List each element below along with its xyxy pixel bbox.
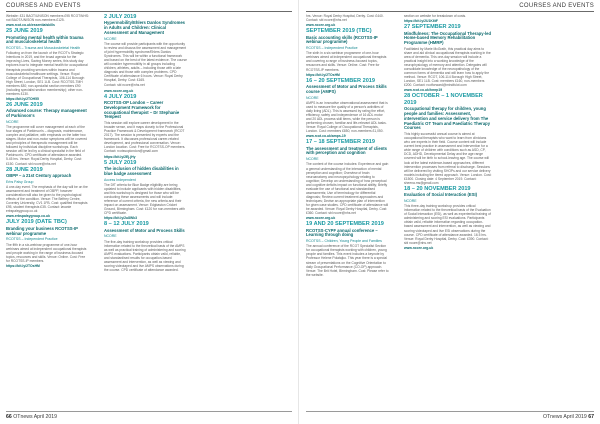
event-entry (306, 221, 389, 277)
publication-name-right: OTnews April 2019 (542, 414, 587, 420)
header-rule-left (6, 11, 292, 12)
column-1 (6, 14, 89, 406)
event-organiser: RCOTSS – Trauma and Musculoskeletal Health (6, 46, 81, 51)
column-4 (404, 14, 492, 406)
event-entry (104, 160, 187, 221)
event-link[interactable]: www.rcot.co.uk/amps-19 (306, 134, 346, 139)
event-date: 25 JUNE 2019 (6, 28, 43, 35)
event-description: A one-day event. The emphasis of the day will be on the assessment and treatment of OBPP, however consideration will also be given to the psychological effects of the condition. Venue: The Belfrey Centre, Coventry University, CV1 1FB. Cost: qualified therapists £95, student therapists £35. Contact: lavanie erbspalsygroup.co.uk (6, 184, 88, 214)
event-date: 19 AND 20 SEPTEMBER 2019 (306, 221, 384, 228)
event-entry (404, 93, 492, 184)
event-link[interactable]: https://bit.ly/2TOH55 (6, 96, 39, 101)
event-date: SEPTEMBER 2019 (TBC) (306, 28, 372, 35)
event-description: The sixth in a six-webinar programme of one-hour webinars aimed at independent occupational therapists and covering a range of business-focused topics, resources and skills. Venue: Online. Cost: Free for RCOTSS-IP members. (306, 51, 387, 72)
event-title: The assessment and treatment of clients with perception and cognition (306, 145, 387, 156)
event-title: The inclusion of hidden disabilities in blue badge assessment (104, 165, 179, 176)
event-date: JULY 2019 (DATE TBC) (6, 219, 67, 226)
page-number-right: 67 (588, 414, 594, 420)
event-contact: Contact: sbl ncore@nhs.net (104, 83, 145, 88)
event-organiser: RCOTSS – Children, Young People and Families (306, 239, 382, 244)
event-title: Hypermobility/Ehlers Danlos Syndromes in Adults and Children: Clinical Assessment and Management (104, 20, 185, 35)
event-description: This session will explore career development in the broader sense, and it maps closely to the Professional Practice Framework & Development framework (RCOT 2017). The session is presented by experts and the framework. It discusses professional career-related development, and professional conversation. Venue: London location. Cost: Free for RCOTSS-OP members. Contact: rcotssoplondon@gmail.com (104, 121, 186, 154)
event-entry (404, 24, 492, 92)
event-date: 18 – 20 NOVEMBER 2019 (404, 185, 471, 192)
event-organiser: NCORE (306, 95, 319, 100)
event-entry (306, 139, 389, 220)
column-2 (104, 14, 187, 406)
event-entry (306, 28, 389, 76)
event-title: OBPP – a 21st Century approach (6, 172, 72, 178)
event-organiser: NCORE (104, 234, 117, 239)
event-description: The five-day training workshop provides critical information related to the theoretical basis of the AMPS as well as practical training of administering and scoring AMPS evaluations. Participants obtain valid, reliable, and standardised results for occupation-based assessment and intervention, as well as viewing and scoring videotaped and live AMPS observations during the course. CPD certificate of attendance awarded. (104, 239, 186, 272)
running-head-left: COURSES AND EVENTS (6, 3, 81, 9)
event-description: The annual conference of the RCOT Specialist Section for occupational therapists working with children, young people and families. This event includes a keynote by Professor Helene Polatajko. This year there is a special stream of presentations on the Cognitive Orientation to daily Occupational Performance (CO-OP) approach. Venue: The Brit Hotel, Birmingham. Cost: Please refer to the website. (306, 244, 389, 277)
event-entry (6, 102, 89, 166)
footer-rule-left (6, 411, 292, 412)
event-entry (6, 28, 89, 101)
col3-intro-link[interactable]: www.ncore.org.uk (306, 23, 336, 28)
event-link[interactable]: www.erbspalsygroup.co.uk (6, 214, 50, 219)
col4-intro-link[interactable]: https://bit.ly/2U1K6tF (404, 19, 438, 24)
event-link[interactable]: www.ncore.org.uk (104, 88, 134, 93)
event-title: RCOTSS-OP London – Career Development Framework for occupational therapist – Dr Stephanie Tempest (104, 99, 180, 120)
event-organiser: NCORE (6, 119, 19, 124)
event-description: The DfT criteria for Blue Badge eligibility are being updated to include applicants with hidden disabilities, and this workshop is designed for those who will be conducting these assessments and will include: reference of current criteria, the new criteria and their impact on assessment. Venue: Edgbaston Cricket Ground, Birmingham. Cost: £120 for non-members with CPD certificate. (104, 182, 185, 216)
event-date: 2 JULY 2019 (104, 14, 137, 20)
event-entry (306, 78, 389, 139)
event-title: Branding your business RCOTSS-IP webinar programme (6, 225, 78, 236)
event-link[interactable]: https://bit.ly/2TOsHM (306, 72, 340, 77)
page-number-left: 66 (6, 414, 12, 420)
col4-intro: section on website for breakdown of costs. (404, 14, 467, 18)
col3-intro: hrs. Venue: Royal Derby Hospital, Derby. Cost: £440. Contact: sbl ncore@nhs.net (306, 14, 384, 23)
event-description: This highly successful annual course is aimed at occupational therapists who want to learn from clinicians who are experts in their field. Course content will include current best practice in assessment and intervention for a wide range of children with conditions such as ASD, CP, DCD, ADHD, Developmental Delay and the age range covered will be birth to school-leaving age. The course will look at the latest evidence-based approaches, different intervention processes from referral to discharge. Sessions will be delivered by visiting SHOPs and our service delivery models including the tiered approach. Venue: London. Cost: £1500. Closing date: 4 September 2019. Contact: sheena.ms@gmail.com (404, 132, 492, 185)
event-organiser: NCORE (306, 157, 319, 162)
event-description: The fifth in a six-webinar programme of one-hour webinars aimed at independent occupational therapists and people working in the range of business-focused topics, resources and skills. Venue: Online. Cost: Free for RCOTSS-IP members. (6, 242, 87, 263)
event-entry (6, 219, 89, 267)
event-title: Advanced course: Therapy management of Parkinson's (6, 108, 87, 119)
event-entry (104, 14, 187, 93)
event-description: Following on from the launch of the RCOT's Strategic Intentions in 2019, and the broad agenda for the Improving Lives, Saving Money series, this study day explores how to integrate mental health for occupational therapists providing services within trauma and musculoskeletal healthcare settings. Venue: Royal College of Occupational Therapists, 106-114 Borough High Street, London, SE1 1LB. Cost: RCOTSS-TMH members £80; non-specialist section members £90 (including specialist section membership); other non-members £130. (6, 51, 88, 96)
event-title: RCOTSS-CYPF annual conference – Learning through doing (306, 227, 378, 238)
event-description: AMPS is an innovative observational assessment that is used to measure the quality of a person's activities of daily living (ADL). This is assessed by rating the effort, efficiency, safety and independence of 16 ADL motor and 20 ADL process skill items, while the person is performing chosen, familiar and life-relevant ADL tasks. Venue: Royal College of Occupational Therapists, London. Cost: members £850, non-members £1,050. (306, 100, 388, 134)
event-date: 28 JUNE 2019 (6, 166, 43, 173)
event-title: Mindfulness: The Occupational Therapy-led Home-based Memory Rehabilitation Programme (HMRP) (404, 30, 492, 46)
event-link[interactable]: https://bit.ly/2u8Wk3 (104, 216, 137, 221)
footer-rule-right (306, 411, 594, 412)
publication-name-left: OTnews April 2019 (13, 414, 58, 420)
page-gutter (298, 0, 299, 424)
header-rule-right (306, 11, 594, 12)
event-title: Assessment of Motor and Process Skills (104, 227, 185, 233)
event-link[interactable]: https://bit.ly/2TOsHM (6, 263, 40, 268)
event-description: The content of the course includes: Experience and gain a general understanding of the interaction of mental perception and cognition; Overview of brain neuroanatomy and neuropsychology relating to cognition; Develop an understanding of how perceptual and cognitive deficits impact on functional ability; Briefly evaluate the use of functional and standardised assessments; Use of terminology for differential diagnosis; Review current treatment approaches and techniques; Devise an appropriate plan of intervention for given case studies. CPD certificate of attendance will be awarded. Venue: Royal Derby Hospital, Derby. Cost: £360. Contact: sbl ncore@nhs.net (306, 162, 389, 216)
event-date: 26 JUNE 2019 (6, 101, 43, 108)
event-link[interactable]: www.ncore.org.uk (306, 216, 336, 221)
event-organiser: Access Independent (104, 177, 136, 182)
event-date: 16 – 20 SEPTEMBER 2019 (306, 77, 376, 84)
event-description: The programme will cover management at each of the four stages of Parkinson's – diagnosis, maintenance, complex and palliative, with emphasis on the latter two stages. Motor and non-motor symptoms will be covered and principles of therapeutic management will be followed by individual discipline workshops. Each session will be led by a clinical specialist in the field of Parkinson's. CPD certificate of attendance awarded. 5.45 hrs. Venue: Royal Derby Hospital, Derby. Cost: £150. Contact: sbl ncore@nhs.net (6, 125, 87, 166)
event-description: Facilitated by Marie McGrath, this practical day aims to share and aid clinical occupational therapists working in the area of dementia. This one-day session will include a practical insight into a working knowledge of the neurophysiology of memory and attention. Delegates will consolidate knowledge of the neuropathology of the common forms of dementia and will learn how to apply the method. Venue: RCOT, 106-114 Borough High Street, London, SE1 1LB. Cost: members £160, non-members £200. Contact: rcotforward@mindfulot.com (404, 46, 491, 88)
event-title: Assessment of Motor and Process Skills course (AMPS) (306, 84, 387, 94)
event-date: 28 OCTOBER – 1 NOVEMBER 2019 (404, 93, 483, 106)
event-organiser: RCOTSS – Independent Practice (6, 237, 58, 242)
event-organiser: RCOTSS – Independent Practice (306, 46, 358, 51)
event-entry (104, 94, 187, 159)
event-title: Evaluation of Social Interaction (ESI) (404, 192, 478, 198)
event-date: 8 – 12 JULY 2019 (104, 221, 149, 228)
event-organiser: Erbs Palsy Group (6, 179, 34, 184)
event-link[interactable]: www.rcot.co.uk/hmrp19 (404, 88, 443, 93)
event-link[interactable]: https://bit.ly/2Ej.jHy (104, 154, 136, 159)
event-description: This three-day training workshop provides critical information related to the theoretical basis of the Evaluation of Social Interaction (ESI), as well as experiential training of administering and scoring ESI evaluations. Participants obtain valid, reliable information regarding occupation-based assessment and intervention, as well as viewing and scoring videotaped and live ESI observations during the course. CPD certificate of attendance awarded. 16.5 hrs. Venue: Royal Derby Hospital, Derby. Cost: £390. Contact: sbl ncore@nhs.net (404, 204, 491, 245)
event-entry (6, 167, 89, 219)
event-entry (104, 221, 187, 272)
event-entry (404, 186, 492, 250)
col1-intro: Website: £31 BAOT/UNISON members £95 RCOT/NHS: not BAOT/UNISON non-members £125. (6, 14, 89, 23)
event-title: Promoting mental health within trauma and musculoskeletal health (6, 34, 84, 45)
event-date: 4 JULY 2019 (104, 93, 137, 100)
event-organiser: NCORE (104, 36, 117, 41)
event-date: 5 JULY 2019 (104, 159, 137, 166)
footer-left (6, 414, 57, 420)
footer-right (543, 414, 594, 420)
event-link[interactable]: www.ncore.org.uk (404, 245, 434, 250)
event-description: The course will provide participants with the opportunity to review and discuss the assessment and management of joint hypermobility syndrome/Ehlers Danlos Syndromes. This will be within a functional framework and based on the best of the latest evidence. The course will consider hypermobility in all groups including children, athletes, adults – including those with a late diagnosis and those with complex problems. CPD Certificate of attendance 6 hours. Venue: Royal Derby Hospital, Derby. Cost: £165. (104, 42, 187, 83)
event-title: Basic accounting skills (RCOTSS-IP webinar programme) (306, 34, 378, 45)
event-date: 27 SEPTEMBER 2019 (404, 24, 461, 31)
running-head-right: COURSES AND EVENTS (519, 3, 594, 9)
event-organiser: NCORE (404, 199, 417, 204)
col1-intro-link[interactable]: www.rcot.co.uk/essentialskills (6, 23, 55, 28)
event-title: Occupational therapy for children, young people and families: Assessment, intervention and service delivery from The Paediatric OT Team and Paediatric Therapy Courses (404, 106, 491, 131)
event-date: 17 – 18 SEPTEMBER 2019 (306, 139, 376, 146)
column-3 (306, 14, 389, 406)
